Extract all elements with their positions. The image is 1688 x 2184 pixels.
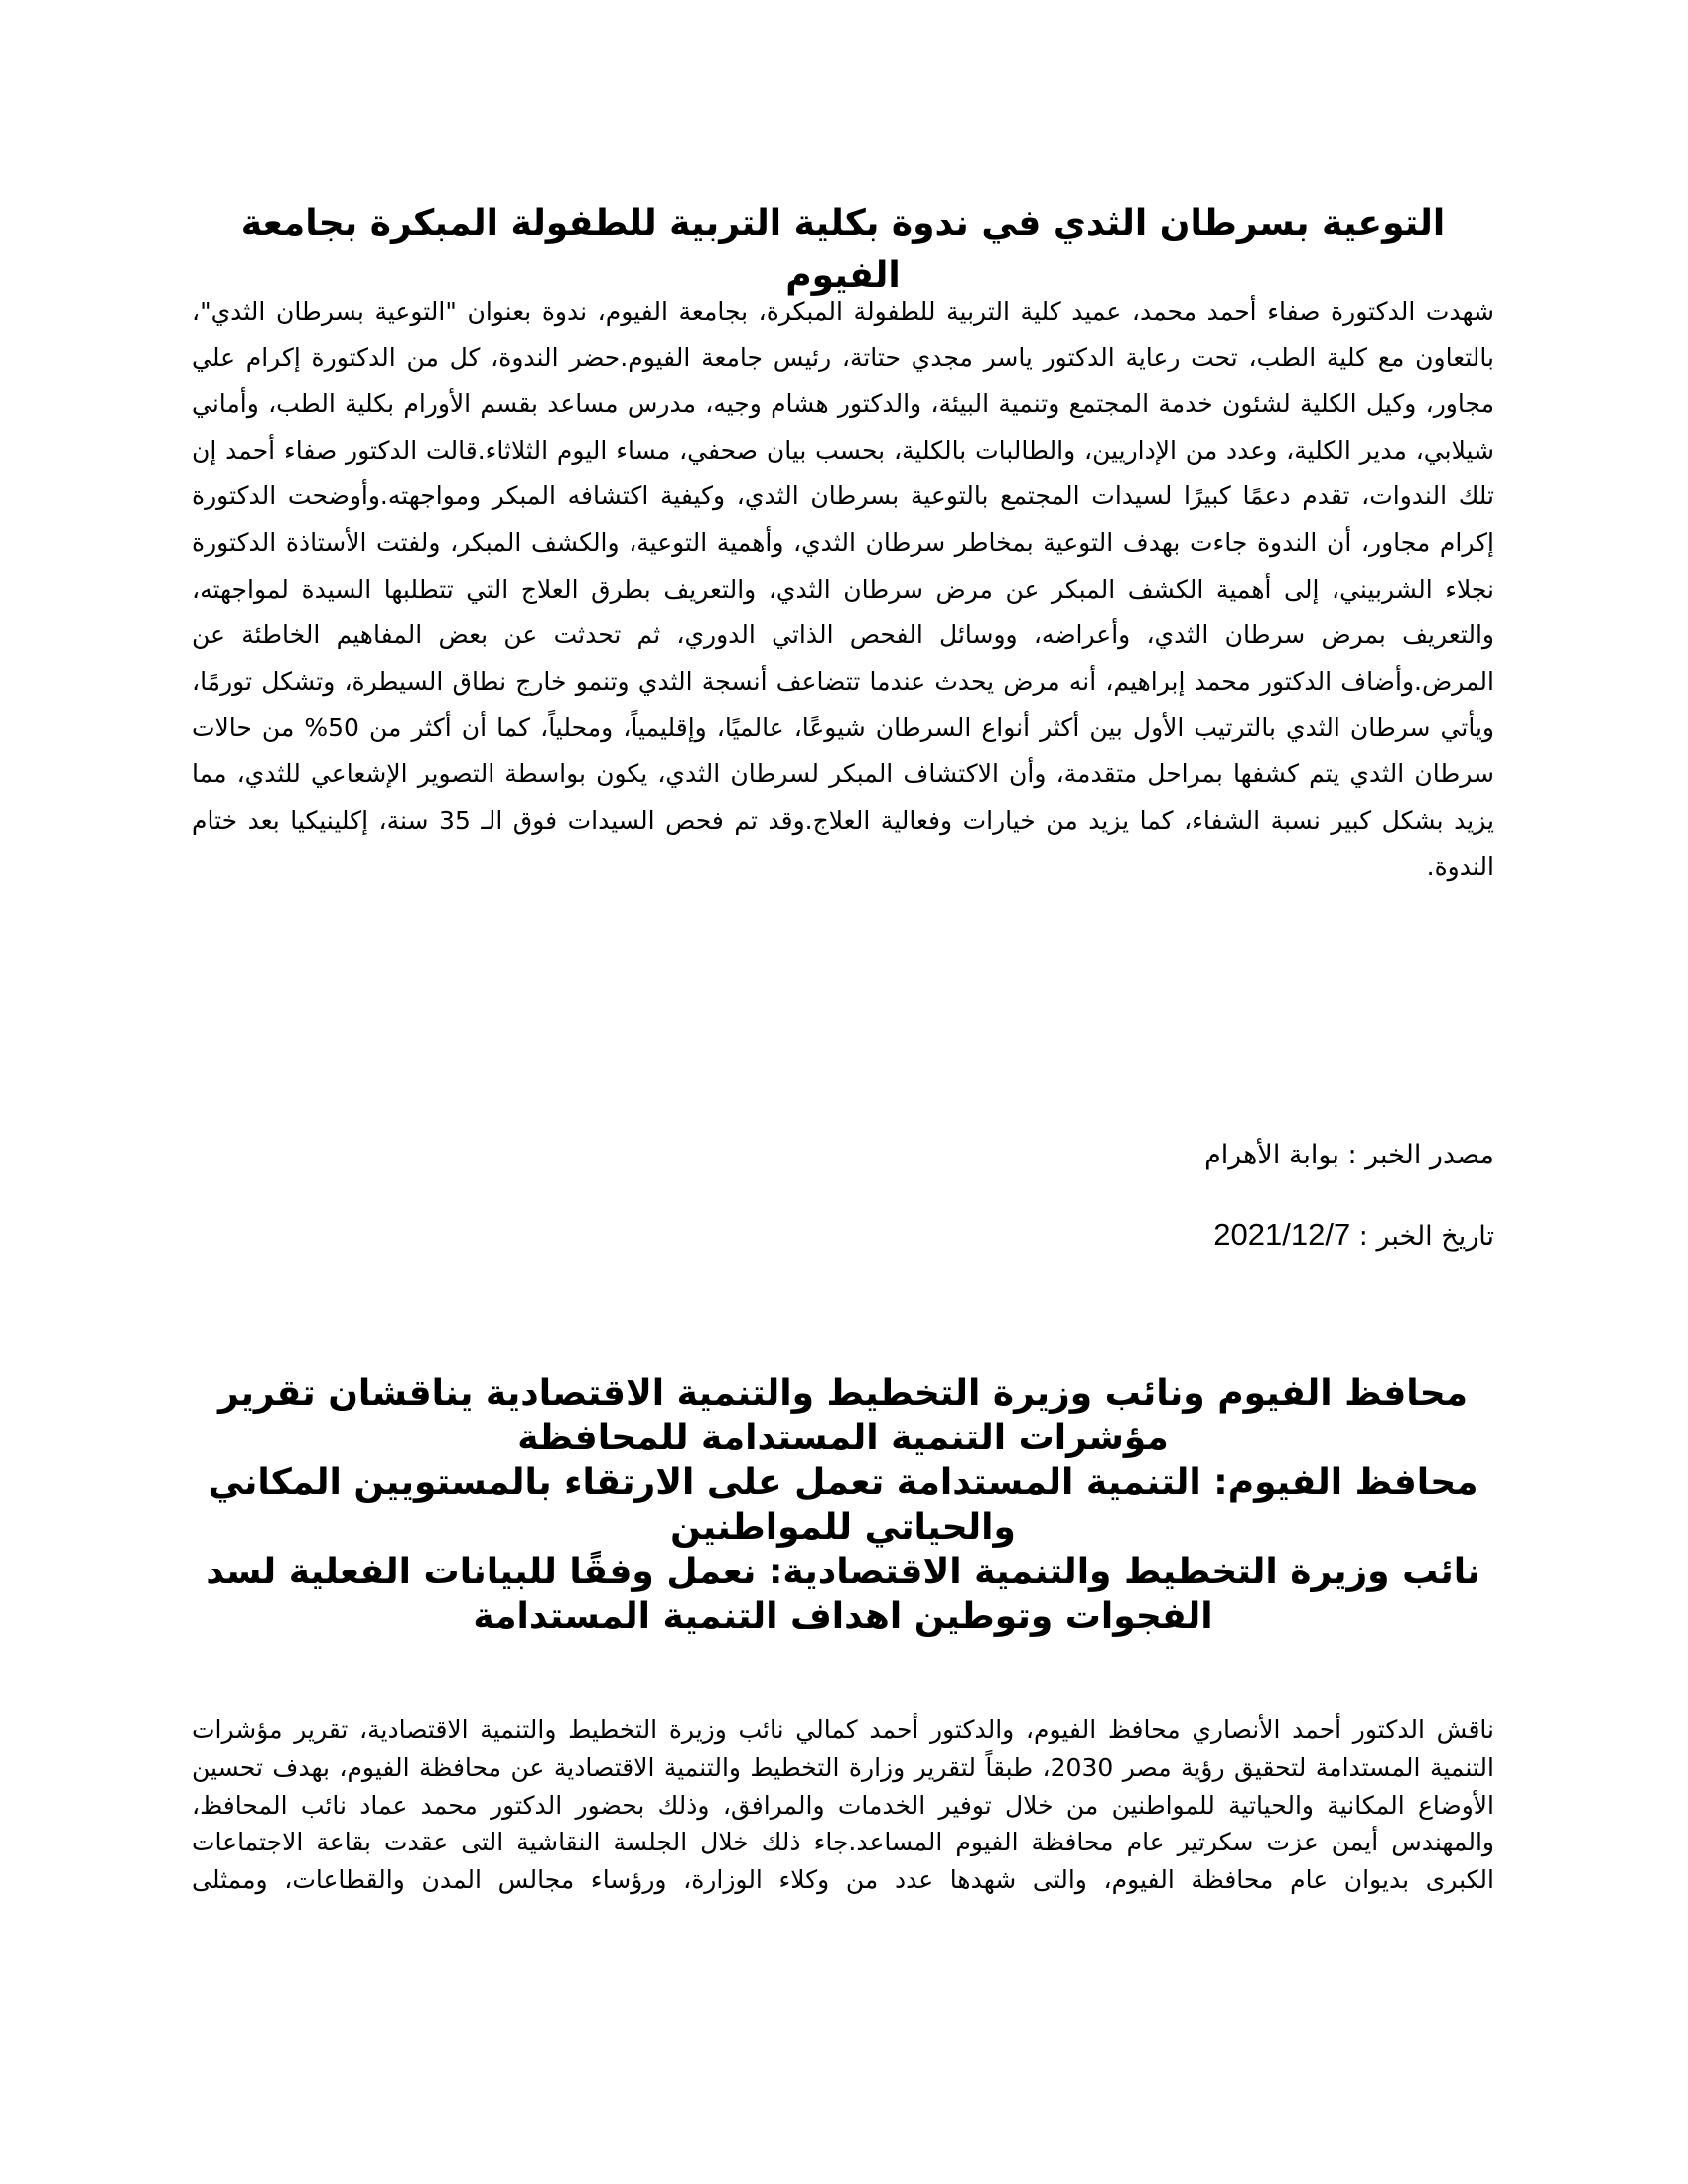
second-article-subtitle-2: نائب وزيرة التخطيط والتنمية الاقتصادية: نعمل وفقًا للبيانات الفعلية لسد الفجوات وتوطين اهداف التنمية المستدامة [206,1552,1480,1637]
second-article-title: محافظ الفيوم ونائب وزيرة التخطيط والتنمية الاقتصادية يناقشان تقرير مؤشرات التنمية المستدامة للمحافظة [217,1373,1469,1458]
news-source [192,1136,1494,1175]
news-date-value: 2021/12/7 [1213,1217,1351,1252]
second-article-subtitle-1: محافظ الفيوم: التنمية المستدامة تعمل على الارتقاء بالمستويين المكاني والحياتي للمواطنين [208,1462,1478,1548]
article-title: التوعية بسرطان الثدي في ندوة بكلية التربية للطفولة المبكرة بجامعة الفيوم [240,204,1446,296]
news-date-label: تاريخ الخبر : [1350,1221,1494,1252]
second-article-headings [192,1371,1494,1639]
news-source-label: مصدر الخبر : [1338,1140,1494,1170]
news-source-value: بوابة الأهرام [1204,1140,1339,1170]
article-body: شهدت الدكتورة صفاء أحمد محمد، عميد كلية التربية للطفولة المبكرة، بجامعة الفيوم، ندوة بعنوان "التوعية بسرطان الثدي"، بالتعاون مع كلية الطب، تحت رعاية الدكتور ياسر مجدي حتاتة، رئيس جامعة الفيوم.حضر الندوة، كل من الدكتورة إكرام علي مجاور، وكيل الكلية لشئون خدمة المجتمع وتنمية البيئة، والدكتور هشام وجيه، مدرس مساعد بقسم الأورام بكلية الطب، وأماني شيلابي، مدير الكلية، وعدد من الإداريين، والطالبات بالكلية، بحسب بيان صحفي، مساء اليوم الثلاثاء.قالت الدكتور صفاء أحمد إن تلك الندوات، تقدم دعمًا كبيرًا لسيدات المجتمع بالتوعية بسرطان الثدي، وكيفية اكتشافه المبكر ومواجهته.وأوضحت الدكتورة إكرام مجاور، أن الندوة جاءت بهدف التوعية بمخاطر سرطان الثدي، وأهمية التوعية، والكشف المبكر، ولفتت الأستاذة الدكتورة نجلاء الشربيني، إلى أهمية الكشف المبكر عن مرض سرطان الثدي، والتعريف بطرق العلاج التي تتطلبها السيدة لمواجهته، والتعريف بمرض سرطان الثدي، وأعراضه، ووسائل الفحص الذاتي الدوري، ثم تحدثت عن بعض المفاهيم الخاطئة عن المرض.وأضاف الدكتور محمد إبراهيم، أنه مرض يحدث عندما تتضاعف أنسجة الثدي وتنمو خارج نطاق السيطرة، وتشكل تورمًا، ويأتي سرطان الثدي بالترتيب الأول بين أكثر أنواع السرطان شيوعًا، عالميًا، وإقليمياً، ومحلياً، كما أن أكثر من 50% من حالات سرطان الثدي يتم كشفها بمراحل متقدمة، وأن الاكتشاف المبكر لسرطان الثدي، يكون بواسطة التصوير الإشعاعي للثدي، مما يزيد بشكل كبير نسبة الشفاء، كما يزيد من خيارات وفعالية العلاج.وقد تم فحص السيدات فوق الـ 35 سنة، إكلينيكيا بعد ختام الندوة. [192,297,1495,882]
second-article-body: ناقش الدكتور أحمد الأنصاري محافظ الفيوم، والدكتور أحمد كمالي نائب وزيرة التخطيط والتنمية الاقتصادية، تقرير مؤشرات التنمية المستدامة لتحقيق رؤية مصر 2030، طبقاً لتقرير وزارة التخطيط والتنمية الاقتصادية عن محافظة الفيوم، بهدف تحسين الأوضاع المكانية والحياتية للمواطنين من خلال توفير الخدمات والمرافق، وذلك بحضور الدكتور محمد عماد نائب المحافظ، والمهندس أيمن عزت سكرتير عام محافظة الفيوم المساعد.جاء ذلك خلال الجلسة النقاشية التى عقدت بقاعة الاجتماعات الكبرى بديوان عام محافظة الفيوم، والتى شهدها عدد من وكلاء الوزارة، ورؤساء مجالس المدن والقطاعات، وممثلى [192,1715,1494,1895]
news-date [192,1215,1494,1257]
document-page [192,0,1494,2184]
